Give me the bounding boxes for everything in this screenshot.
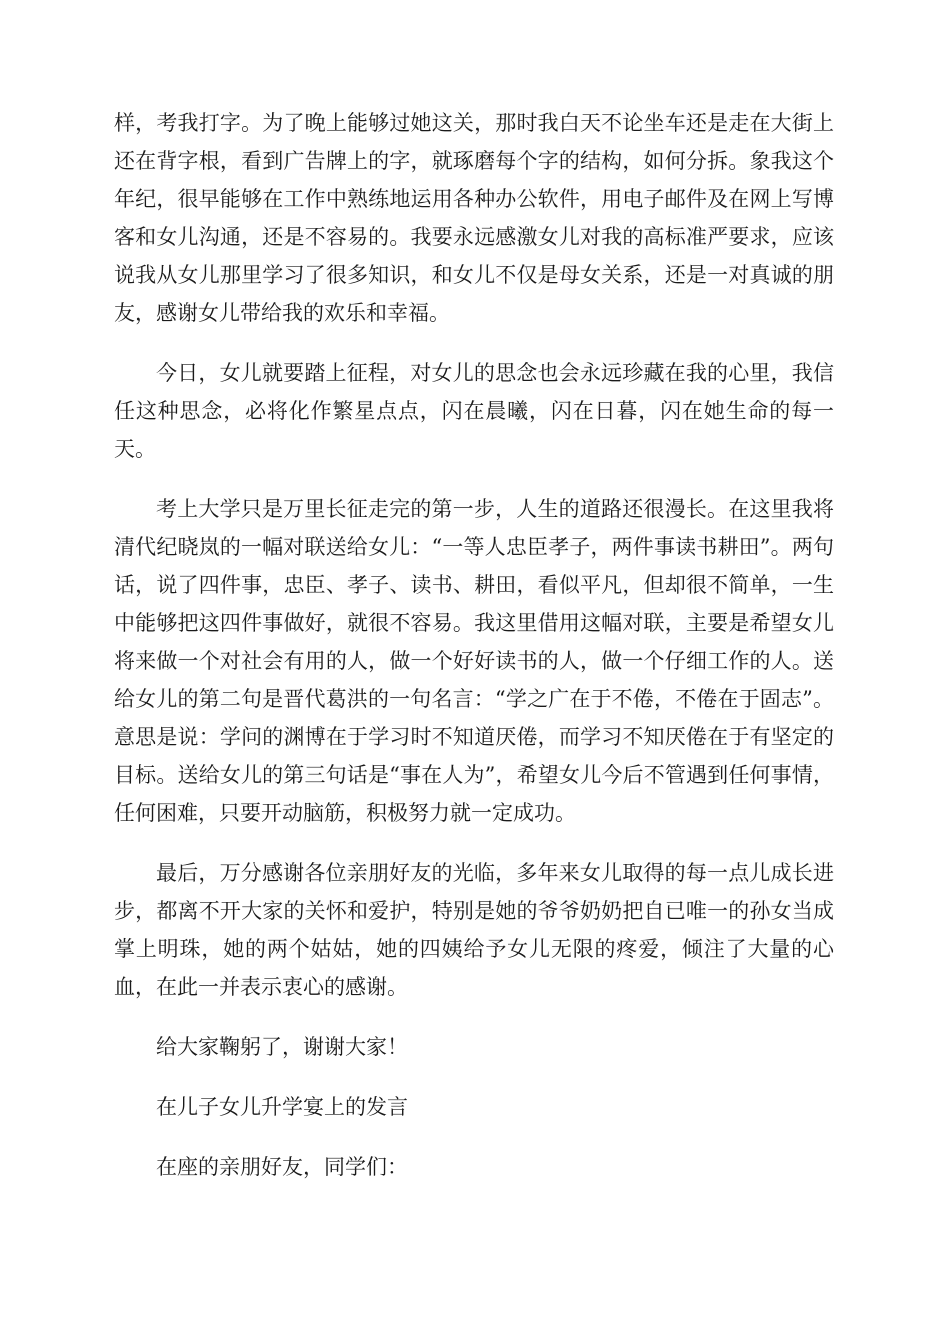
paragraph-greeting: 在座的亲朋好友，同学们：	[156, 1155, 408, 1179]
section-title: 在儿子女儿升学宴上的发言	[156, 1095, 408, 1119]
paragraph-farewell: 今日，女儿就要踏上征程，对女儿的思念也会永远珍藏在我的心里，我信任这种思念，必将化作繁星点点，闪在晨曦，闪在日暮，闪在她生命的每一天。	[114, 361, 834, 461]
paragraph-bow: 给大家鞠躬了，谢谢大家！	[156, 1035, 408, 1059]
paragraph-thanks: 最后，万分感谢各位亲朋好友的光临，多年来女儿取得的每一点儿成长进步，都离不开大家的关怀和爱护，特别是她的爷爷奶奶把自已唯一的孙女当成掌上明珠，她的两个姑姑，她的四姨给予女儿无限的疼爱，倾注了大量的心血，在此一并表示衷心的感谢。	[114, 861, 834, 999]
paragraph-advice: 考上大学只是万里长征走完的第一步，人生的道路还很漫长。在这里我将清代纪晓岚的一幅对联送给女儿：“一等人忠臣孝子，两件事读书耕田”。两句话，说了四件事，忠臣、孝子、读书、耕田，看似平凡，但却很不简单，一生中能够把这四件事做好，就很不容易。我这里借用这幅对联，主要是希望女儿将来做一个对社会有用的人，做一个好好读书的人，做一个仔细工作的人。送给女儿的第二句是晋代葛洪的一句名言：“学之广在于不倦，不倦在于固志”。意思是说：学问的渊博在于学习时不知道厌倦，而学习不知厌倦在于有坚定的目标。送给女儿的第三句话是“事在人为”，希望女儿今后不管遇到任何事情，任何困难，只要开动脑筋，积极努力就一定成功。	[114, 497, 834, 825]
document-page	[114, 104, 834, 1208]
paragraph-continuation: 样，考我打字。为了晚上能够过她这关，那时我白天不论坐车还是走在大街上还在背字根，看到广告牌上的字，就琢磨每个字的结构，如何分拆。象我这个年纪，很早能够在工作中熟练地运用各种办公软件，用电子邮件及在网上写博客和女儿沟通，还是不容易的。我要永远感激女儿对我的高标准严要求，应该说我从女儿那里学习了很多知识，和女儿不仅是母女关系，还是一对真诚的朋友，感谢女儿带给我的欢乐和幸福。	[114, 111, 834, 325]
